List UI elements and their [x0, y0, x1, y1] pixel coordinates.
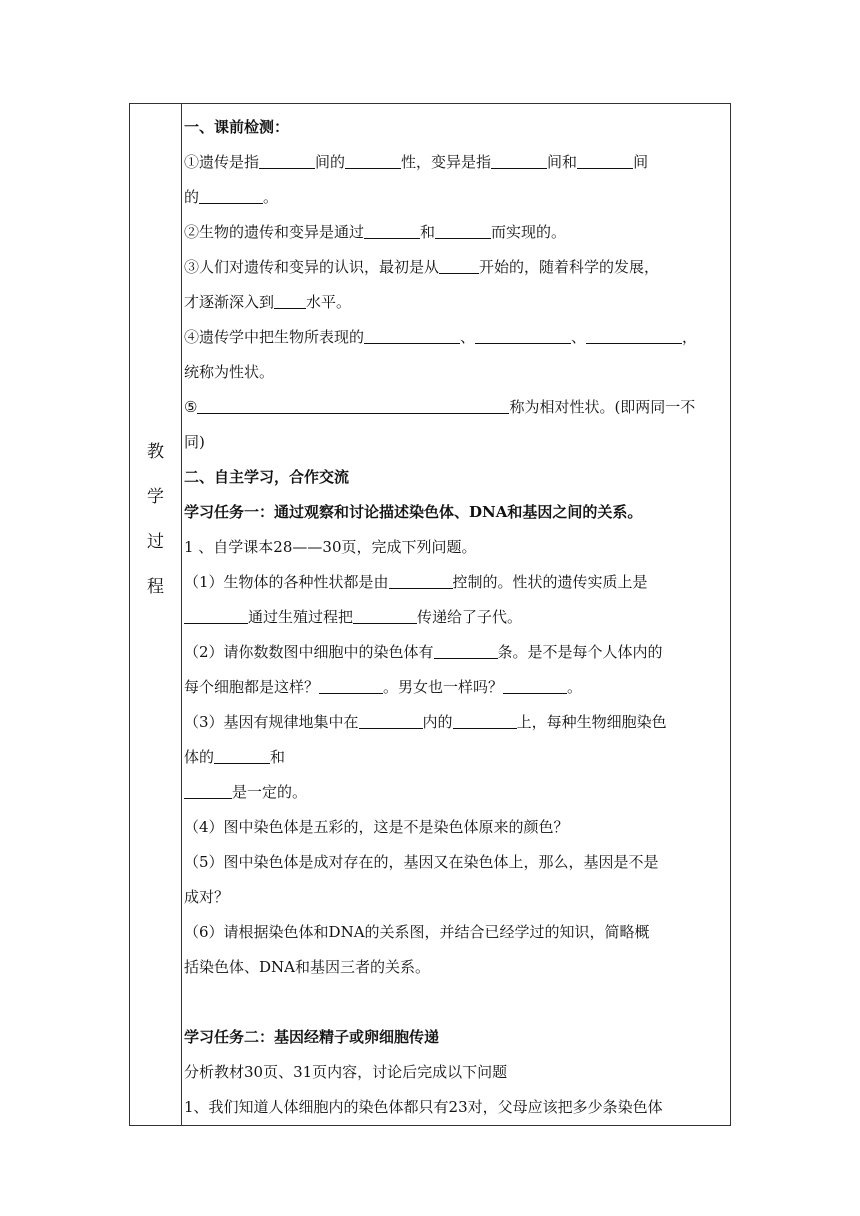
item-5-cont: 成对？ — [184, 888, 230, 906]
blank[interactable] — [319, 678, 383, 694]
item-6: （6）请根据染色体和DNA的关系图，并结合已经学过的知识，简略概 — [184, 923, 650, 941]
side-char: 过 — [147, 532, 164, 552]
blank[interactable] — [586, 328, 682, 344]
item-2: （2）请你数数图中细胞中的染色体有 条。是不是每个人体内的 — [184, 643, 663, 661]
content — [182, 104, 730, 1125]
spacer — [184, 985, 730, 1020]
question-2: ②生物的遗传和变异是通过 和 而实现的。 — [184, 223, 567, 241]
side-label — [130, 430, 181, 610]
blank[interactable] — [214, 748, 270, 764]
task-2-title: 学习任务二：基因经精子或卵细胞传递 — [184, 1028, 440, 1046]
blank[interactable] — [491, 153, 547, 169]
blank[interactable] — [434, 643, 498, 659]
side-char: 学 — [147, 487, 164, 507]
blank[interactable] — [389, 573, 453, 589]
item-6-cont: 括染色体、DNA和基因三者的关系。 — [184, 958, 430, 976]
blank[interactable] — [439, 258, 479, 274]
task-1-title: 学习任务一：通过观察和讨论描述染色体、DNA和基因之间的关系。 — [184, 503, 643, 521]
side-char: 教 — [147, 442, 164, 462]
blank[interactable] — [435, 223, 491, 239]
task-2-intro: 分析教材30页、31页内容，讨论后完成以下问题 — [184, 1063, 508, 1081]
blank[interactable] — [475, 328, 571, 344]
blank[interactable] — [353, 608, 417, 624]
item-1-cont: 通过生殖过程把 传递给了子代。 — [184, 600, 730, 635]
blank[interactable] — [274, 293, 306, 309]
content-cell — [182, 104, 731, 1126]
item-3-cont-2: 是一定的。 — [184, 775, 730, 810]
section-2-title: 二、自主学习，合作交流 — [184, 468, 350, 486]
blank[interactable] — [364, 223, 420, 239]
blank[interactable] — [345, 153, 401, 169]
item-1: （1）生物体的各种性状都是由 控制的。性状的遗传实质上是 — [184, 573, 648, 591]
item-3: （3）基因有规律地集中在 内的 上，每种生物细胞染色 — [184, 713, 667, 731]
section-1-title: 一、课前检测： — [184, 118, 290, 136]
blank[interactable] — [577, 153, 633, 169]
blank[interactable] — [453, 713, 517, 729]
blank[interactable] — [364, 328, 460, 344]
blank[interactable] — [199, 188, 263, 204]
item-3-cont: 体的 和 — [184, 748, 286, 766]
item-2-cont: 每个细胞都是这样？ 。男女也一样吗？ 。 — [184, 678, 583, 696]
question-5-cont: 同) — [184, 433, 205, 451]
blank[interactable] — [184, 783, 232, 799]
side-char: 程 — [147, 577, 164, 597]
blank[interactable] — [184, 608, 248, 624]
question-4: ④遗传学中把生物所表现的 、 、 ， — [184, 328, 698, 346]
question-5: ⑤ 称为相对性状。(即两同一不 — [184, 398, 696, 416]
lesson-table — [129, 103, 731, 1126]
blank[interactable] — [359, 713, 423, 729]
task-2-question-1: 1、我们知道人体细胞内的染色体都只有23对，父母应该把多少条染色体 — [184, 1098, 663, 1116]
item-4: （4）图中染色体是五彩的，这是不是染色体原来的颜色？ — [184, 818, 569, 836]
question-3: ③人们对遗传和变异的认识，最初是从 开始的，随着科学的发展， — [184, 258, 660, 276]
question-4-cont: 统称为性状。 — [184, 363, 275, 381]
task-1-intro: 1 、自学课本28——30页，完成下列问题。 — [184, 538, 477, 556]
question-3-cont: 才逐渐深入到 水平。 — [184, 293, 352, 311]
blank[interactable] — [259, 153, 315, 169]
blank[interactable] — [503, 678, 567, 694]
question-1-cont: 的 。 — [184, 188, 279, 206]
blank[interactable] — [197, 398, 509, 414]
question-1: ①遗传是指 间的 性，变异是指 间和 间 — [184, 153, 649, 171]
side-cell — [130, 104, 182, 1126]
item-5: （5）图中染色体是成对存在的，基因又在染色体上，那么，基因是不是 — [184, 853, 659, 871]
